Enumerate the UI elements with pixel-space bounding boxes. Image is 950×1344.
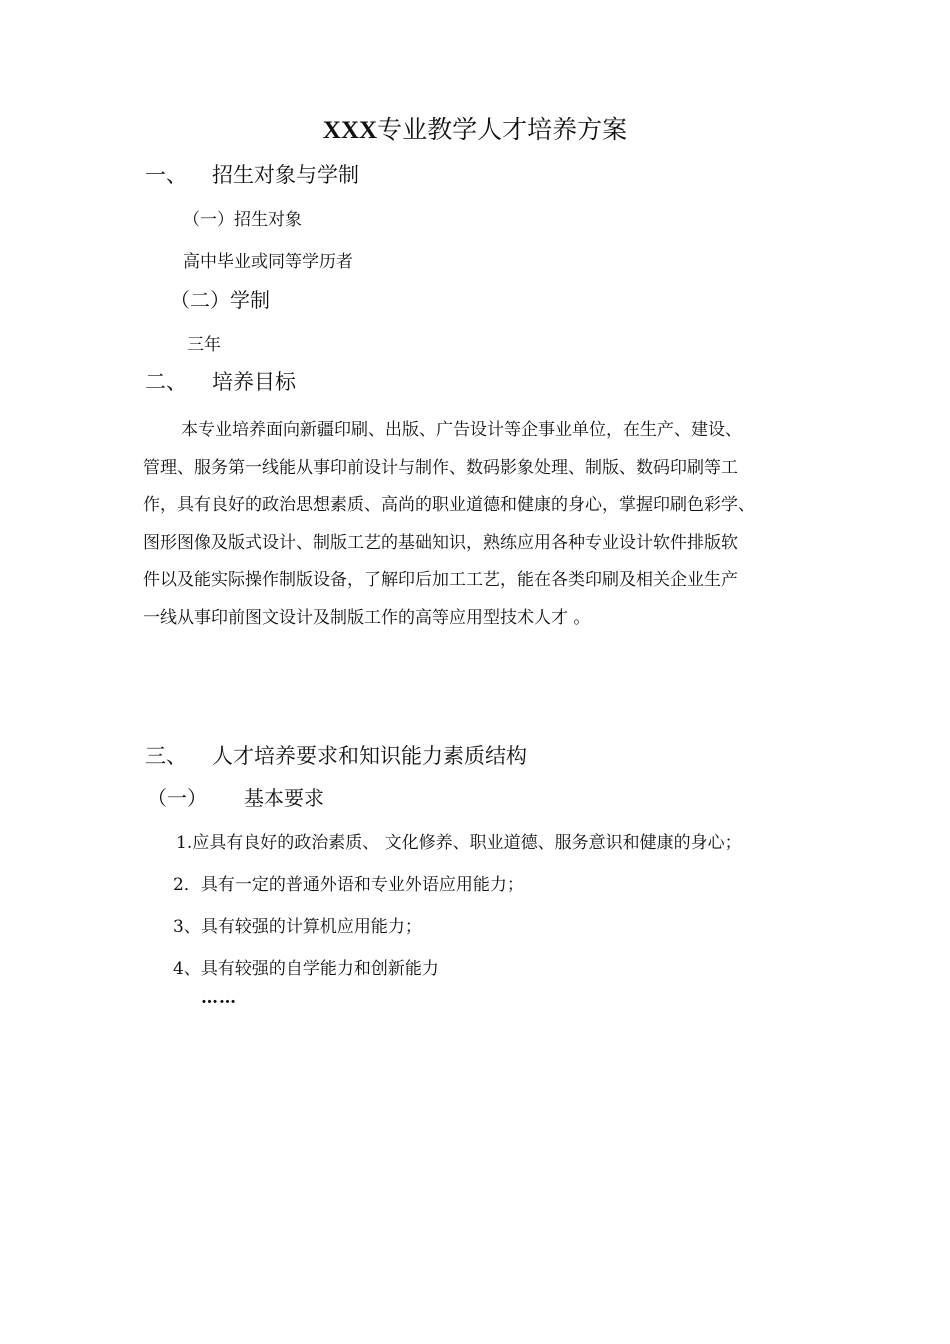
duration-text: 三年 (187, 335, 221, 355)
section-2-number: 二、 (145, 370, 187, 394)
ellipsis: …… (201, 988, 237, 1008)
section-3-heading (145, 741, 645, 771)
section-1-title: 招生对象与学制 (212, 163, 359, 187)
title-prefix: XXX (322, 117, 378, 144)
section-3-title: 人才培养要求和知识能力素质结构 (212, 744, 527, 768)
document-title (0, 112, 950, 149)
subsection-duration: （二）学制 (170, 288, 270, 312)
requirement-item: 1.应具有良好的政治素质、 文化修养、职业道德、服务意识和健康的身心； (176, 833, 742, 853)
subsection-number: （一） (147, 786, 207, 810)
title-text: 专业教学人才培养方案 (377, 115, 628, 144)
section-2-title: 培养目标 (212, 370, 296, 394)
requirement-item: 2．具有一定的普通外语和专业外语应用能力； (173, 875, 524, 895)
paragraph-line: 图形图像及版式设计、制版工艺的基础知识，熟练应用各种专业设计软件排版软 (143, 532, 738, 553)
subsection-basic-requirements (147, 784, 447, 812)
paragraph-line: 一线从事印前图文设计及制版工作的高等应用型技术人才 。 (143, 607, 591, 628)
requirement-item: 4、具有较强的自学能力和创新能力 (173, 959, 439, 979)
paragraph-line: 本专业培养面向新疆印刷、出版、广告设计等企事业单位，在生产、建设、 (181, 420, 742, 440)
training-goal-paragraph (143, 412, 811, 638)
section-2-heading (145, 367, 445, 397)
paragraph-line: 管理、服务第一线能从事印前设计与制作、数码影象处理、制版、数码印刷等工 (143, 457, 738, 478)
enrollment-target-text: 高中毕业或同等学历者 (183, 252, 353, 272)
subsection-title: 基本要求 (244, 786, 324, 810)
paragraph-line: 作，具有良好的政治思想素质、高尚的职业道德和健康的身心，掌握印刷色彩学、 (143, 495, 755, 516)
requirement-item: 3、具有较强的计算机应用能力； (173, 917, 422, 937)
section-3-number: 三、 (145, 744, 187, 768)
subsection-enrollment-target: （一）招生对象 (183, 210, 302, 230)
section-1-number: 一、 (145, 163, 187, 187)
paragraph-line: 件以及能实际操作制版设备，了解印后加工工艺，能在各类印刷及相关企业生产 (143, 570, 738, 591)
section-1-heading (145, 160, 445, 190)
